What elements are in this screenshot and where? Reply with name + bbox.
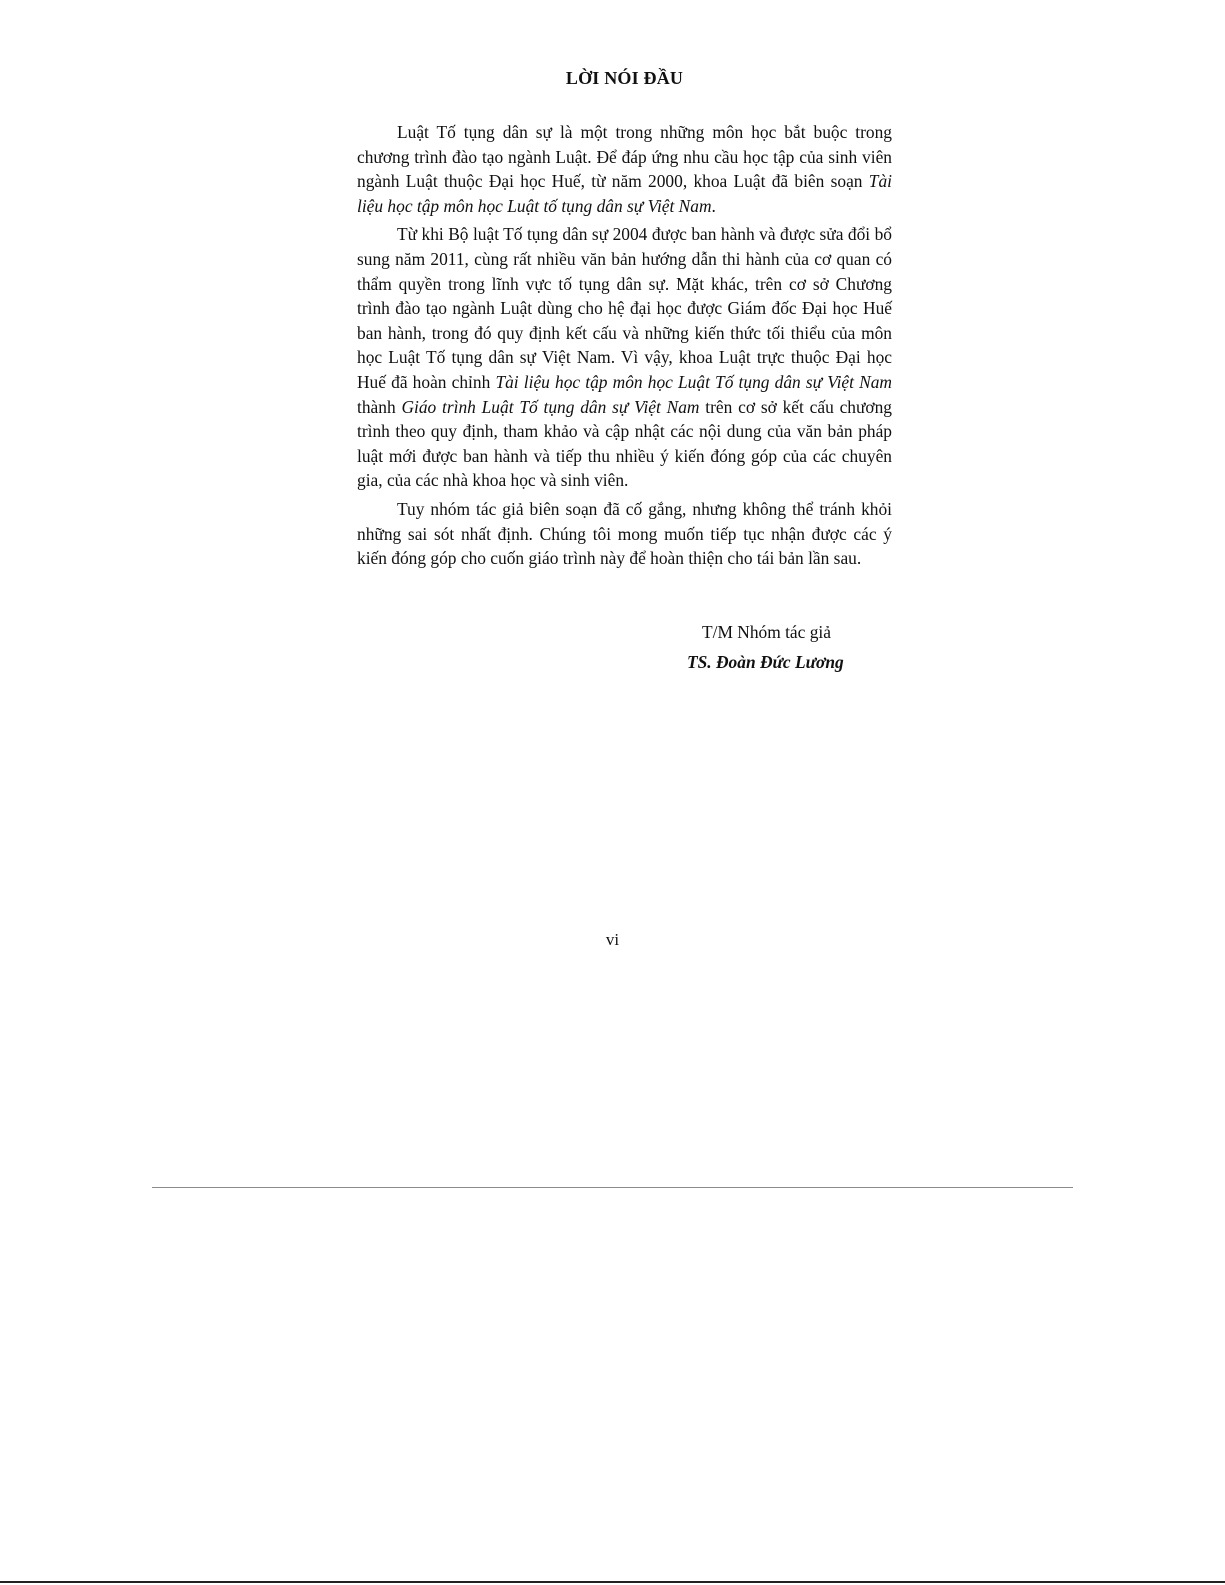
paragraph-2 bbox=[357, 222, 892, 493]
bottom-border bbox=[0, 1581, 1225, 1583]
preface-content bbox=[357, 66, 892, 672]
paragraph-2-italic-a: Tài liệu học tập môn học Luật Tố tụng dân sự Việt Nam bbox=[495, 371, 892, 392]
page-title: LỜI NÓI ĐẦU bbox=[565, 68, 684, 88]
paragraph-2-italic-b: Giáo trình Luật Tố tụng dân sự Việt Nam bbox=[401, 396, 700, 417]
page-number: vi bbox=[605, 930, 620, 949]
paragraph-2-text-c: trên cơ sở kết cấu chương trình theo quy định, tham khảo và cập nhật các nội dung của văn bản pháp luật mới được ban hành và tiếp thu nhiều ý kiến đóng góp của các chuyên gia, của các nhà khoa học và sinh viên. bbox=[357, 396, 892, 491]
paragraph-1 bbox=[357, 120, 892, 218]
signature-role: T/M Nhóm tác giả bbox=[702, 622, 831, 642]
paragraph-1-end: . bbox=[711, 195, 716, 216]
paragraph-3: Tuy nhóm tác giả biên soạn đã cố gắng, nhưng không thể tránh khỏi những sai sót nhất định. Chúng tôi mong muốn tiếp tục nhận được các ý kiến đóng góp cho cuốn giáo trình này để hoàn thiện cho tái bản lần sau. bbox=[357, 498, 892, 569]
page-divider bbox=[152, 1187, 1073, 1188]
paragraph-1-text: Luật Tố tụng dân sự là một trong những môn học bắt buộc trong chương trình đào tạo ngành Luật. Để đáp ứng nhu cầu học tập của sinh viên ngành Luật thuộc Đại học Huế, từ năm 2000, khoa Luật đã biên soạn bbox=[357, 122, 892, 192]
paragraph-2-text-a: Từ khi Bộ luật Tố tụng dân sự 2004 được ban hành và được sửa đổi bổ sung năm 2011, cùng rất nhiều văn bản hướng dẫn thi hành của cơ quan có thẩm quyền trong lĩnh vực tố tụng dân sự. Mặt khác, trên cơ sở Chương trình đào tạo ngành Luật dùng cho hệ đại học được Giám đốc Đại học Huế ban hành, trong đó quy định kết cấu và những kiến thức tối thiểu của môn học Luật Tố tụng dân sự Việt Nam. Vì vậy, khoa Luật trực thuộc Đại học Huế đã hoàn chỉnh bbox=[357, 224, 892, 392]
paragraph-1-italic-title: Tài liệu học tập môn học Luật tố tụng dân sự Việt Nam bbox=[357, 171, 892, 216]
signature-name: TS. Đoàn Đức Lương bbox=[687, 652, 844, 672]
paragraph-2-text-b: thành bbox=[357, 396, 402, 417]
